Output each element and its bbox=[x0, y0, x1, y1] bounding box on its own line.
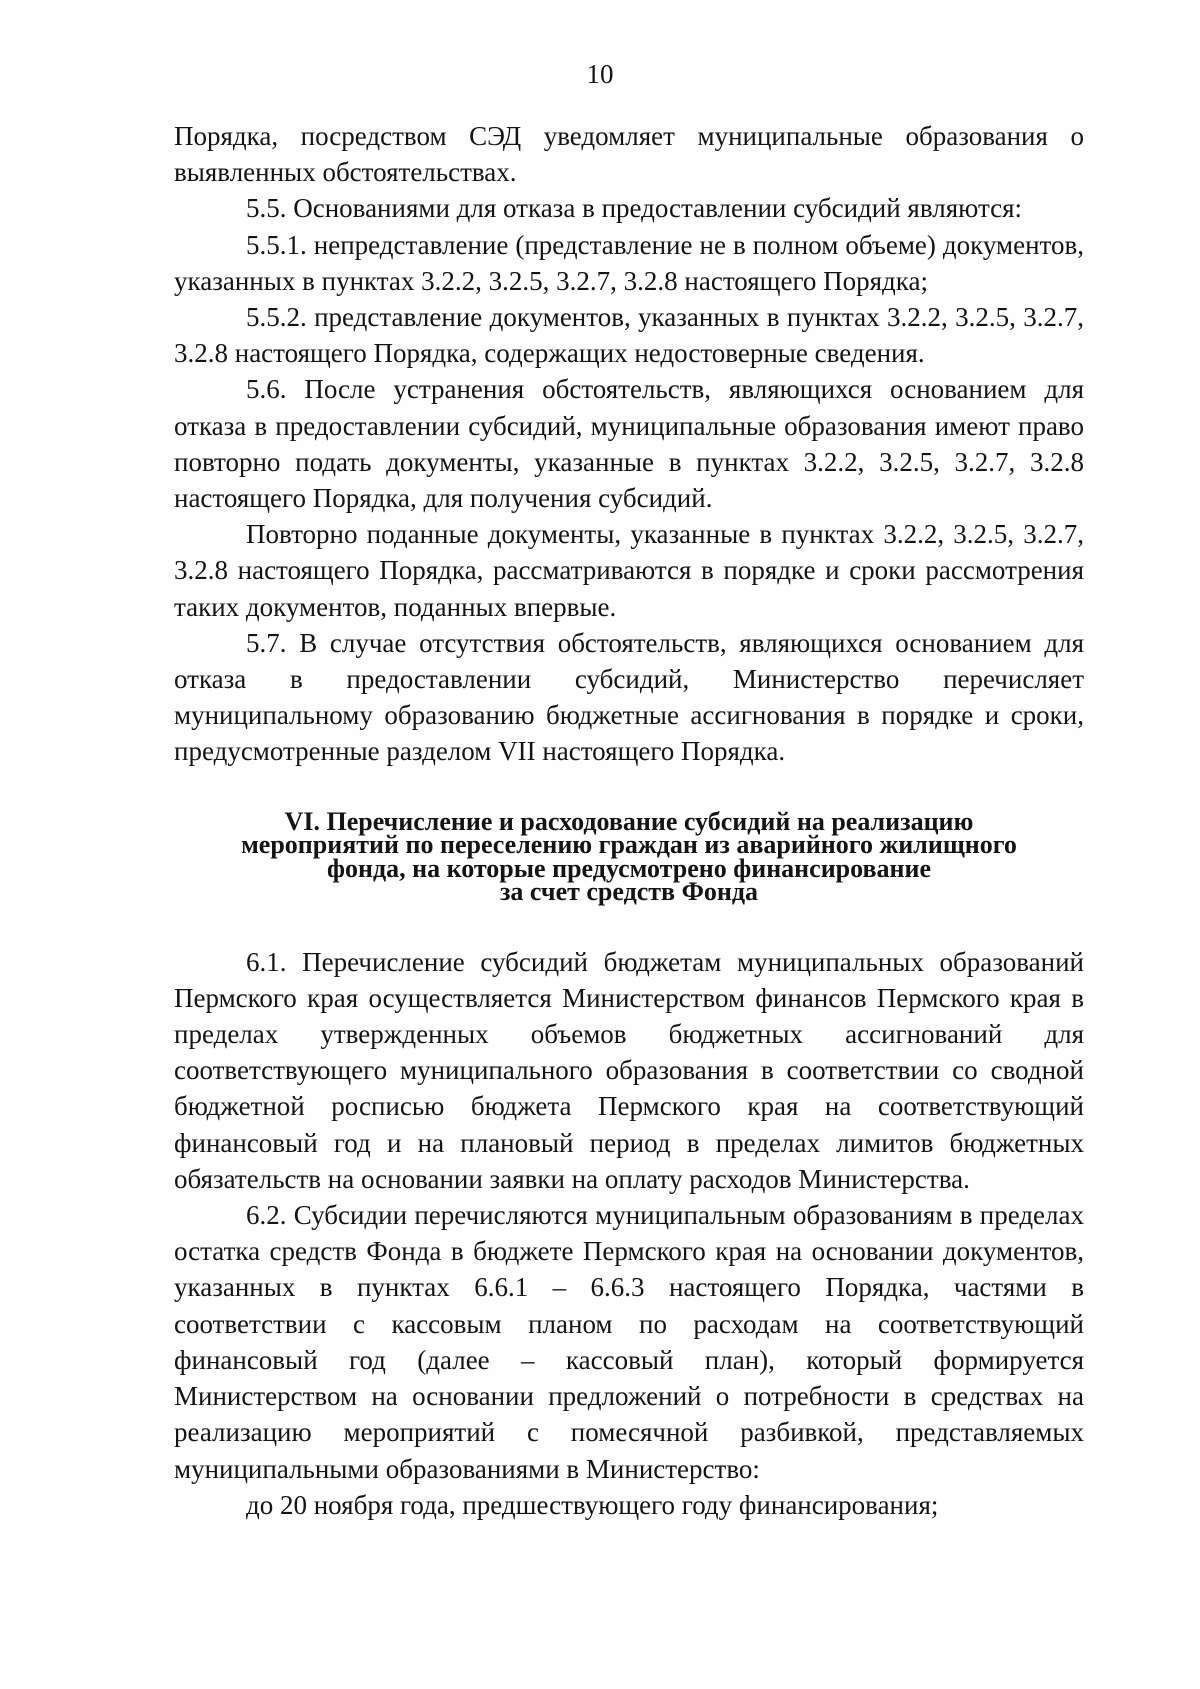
paragraphs-before bbox=[174, 118, 1084, 770]
section-heading-line: VI. Перечисление и расходование субсидий на реализацию bbox=[284, 806, 974, 836]
paragraph: 5.7. В случае отсутствия обстоятельств, являющихся основанием для отказа в предоставлении субсидий, Министерство перечисляет муниципальному образованию бюджетные ассигнования в порядке и сроки, предусмотренные разделом VII настоящего Порядка. bbox=[174, 627, 1084, 767]
paragraph: 6.1. Перечисление субсидий бюджетам муниципальных образований Пермского края осуществляется Министерством финансов Пермского края в пределах утвержденных объемов бюджетных ассигнований для соответствующего муниципального образования в соответствии со сводной бюджетной росписью бюджета Пермского края на соответствующий финансовый год и на плановый период в пределах лимитов бюджетных обязательств на основании заявки на оплату расходов Министерства. bbox=[174, 946, 1084, 1194]
section-heading bbox=[174, 806, 1084, 907]
section-heading-line: за счет средств Фонда bbox=[499, 877, 759, 907]
section-heading-line: фонда, на которые предусмотрено финансирование bbox=[326, 853, 932, 883]
section-heading-line: мероприятий по переселению граждан из аварийного жилищного bbox=[241, 830, 1017, 860]
paragraph: Порядка, посредством СЭД уведомляет муниципальные образования о выявленных обстоятельствах. bbox=[174, 121, 1084, 188]
paragraph: до 20 ноября года, предшествующего году финансирования; bbox=[246, 1489, 939, 1520]
document-body bbox=[174, 118, 1084, 1523]
paragraphs-after bbox=[174, 944, 1084, 1523]
paragraph: 5.5. Основаниями для отказа в предоставлении субсидий являются: bbox=[246, 193, 1022, 224]
page-number: 10 bbox=[586, 59, 614, 89]
paragraph: 5.5.2. представление документов, указанных в пунктах 3.2.2, 3.2.5, 3.2.7, 3.2.8 настоящего Порядка, содержащих недостоверные сведения. bbox=[174, 302, 1084, 369]
paragraph: 5.5.1. непредставление (представление не в полном объеме) документов, указанных в пунктах 3.2.2, 3.2.5, 3.2.7, 3.2.8 настоящего Порядка; bbox=[174, 229, 1084, 296]
paragraph: Повторно поданные документы, указанные в пунктах 3.2.2, 3.2.5, 3.2.7, 3.2.8 настоящего Порядка, рассматриваются в порядке и сроки рассмотрения таких документов, поданных впервые. bbox=[174, 519, 1084, 622]
paragraph: 6.2. Субсидии перечисляются муниципальным образованиям в пределах остатка средств Фонда в бюджете Пермского края на основании документов, указанных в пунктах 6.6.1 – 6.6.3 настоящего Порядка, частями в соответствии с кассовым планом по расходам на соответствующий финансовый год (далее – кассовый план), который формируется Министерством на основании предложений о потребности в средствах на реализацию мероприятий с помесячной разбивкой, представляемых муниципальными образованиями в Министерство: bbox=[174, 1200, 1084, 1484]
paragraph: 5.6. После устранения обстоятельств, являющихся основанием для отказа в предоставлении субсидий, муниципальные образования имеют право повторно подать документы, указанные в пунктах 3.2.2, 3.2.5, 3.2.7, 3.2.8 настоящего Порядка, для получения субсидий. bbox=[174, 374, 1084, 514]
